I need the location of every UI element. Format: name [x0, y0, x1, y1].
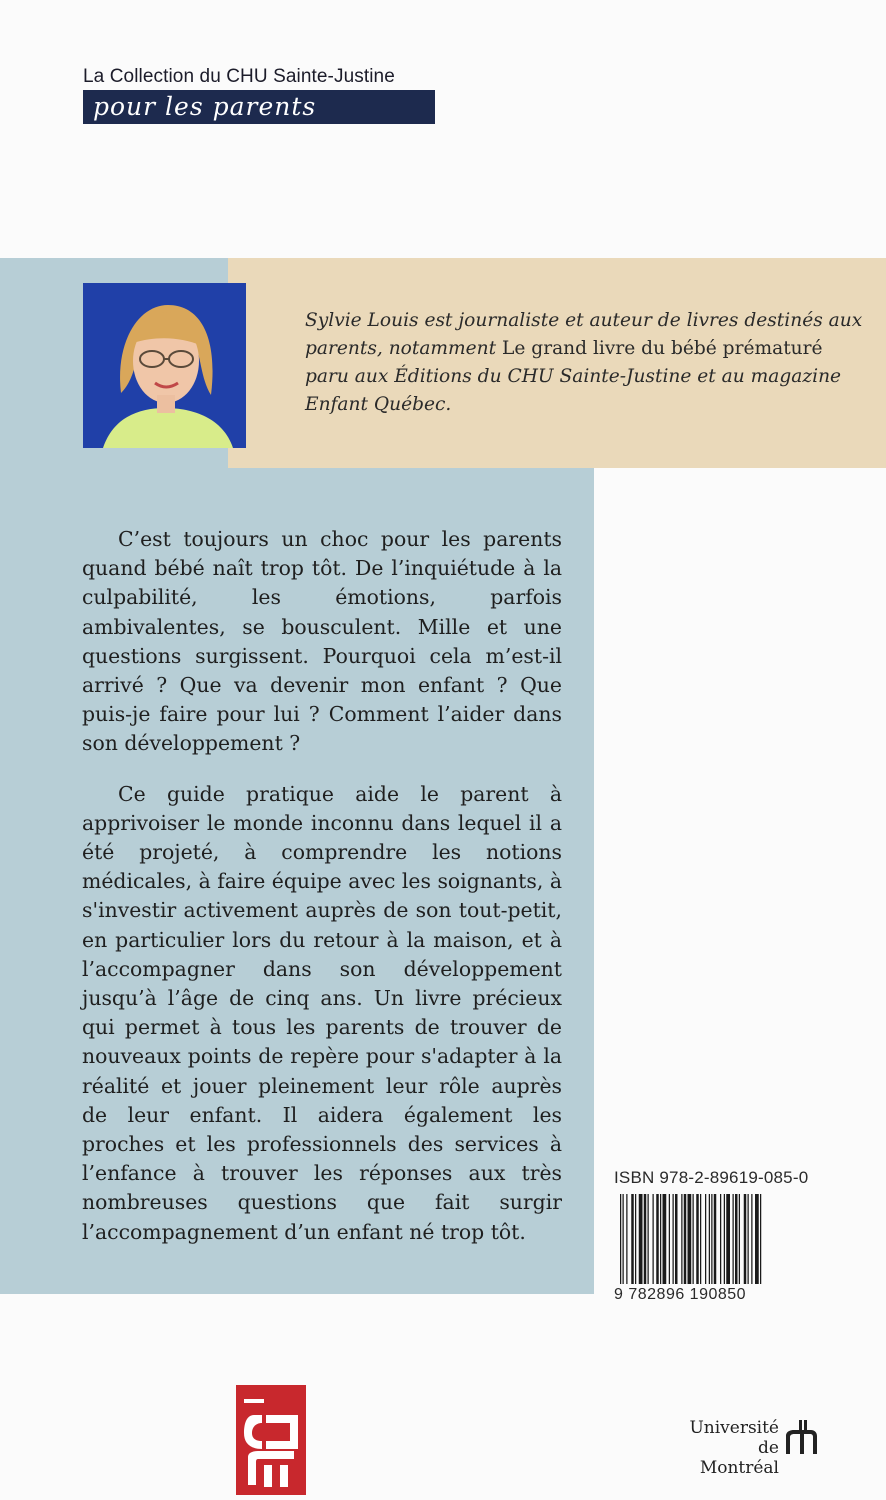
collection-header	[83, 66, 435, 124]
description-paragraph-1: C’est toujours un choc pour les parents quand bébé naît trop tôt. De l’inquiétude à la culpabilité, les émotions, parfois ambivalentes, se bousculent. Mille et une questions surgissent. Pourquoi cela m’est-il arrivé ? Que va devenir mon enfant ? Que puis-je faire pour lui ? Comment l’aider dans son développement ?	[82, 527, 562, 756]
bio-intro: Sylvie Louis est journaliste et auteur de livres destinés aux parents, notamment	[305, 310, 863, 359]
description-paragraph-2: Ce guide pratique aide le parent à apprivoiser le monde inconnu dans lequel il a été projeté, à comprendre les notions médicales, à faire équipe avec les soignants, à s'investir activement auprès de son tout-petit, en particulier lors du retour à la maison, et à l’accompagner dans son développement jusqu’à l’âge de cinq ans. Un livre précieux qui permet à tous les parents de trouver de nouveaux points de repère pour s'adapter à la réalité et jouer pleinement leur rôle auprès de leur enfant. Il aidera également les proches et les professionnels des services à l’enfance à trouver les réponses aux très nombreuses questions que fait surgir l’accompagnement d’un enfant né trop tôt.	[82, 781, 562, 1244]
barcode-number: 9 782896 190850	[614, 1286, 747, 1303]
bio-book-title: Le grand livre du bébé prématuré	[502, 338, 823, 359]
university-line2: de Montréal	[699, 1438, 779, 1478]
isbn-label: ISBN 978-2-89619-085-0	[614, 1168, 809, 1187]
collection-title: La Collection du CHU Sainte-Justine	[83, 66, 395, 87]
collection-subtitle: pour les parents	[83, 90, 435, 124]
book-description	[82, 525, 562, 1247]
isbn-block	[614, 1168, 818, 1304]
bio-end: paru aux Éditions du CHU Sainte-Justine et au magazine Enfant Québec.	[305, 366, 842, 415]
university-emblem-icon	[783, 1420, 819, 1454]
author-photo	[83, 283, 246, 448]
author-bio	[305, 307, 865, 419]
publisher-logo	[236, 1385, 306, 1495]
university-logo	[679, 1418, 824, 1478]
university-name	[679, 1418, 779, 1478]
barcode	[618, 1194, 816, 1284]
university-line1: Université	[689, 1418, 779, 1438]
